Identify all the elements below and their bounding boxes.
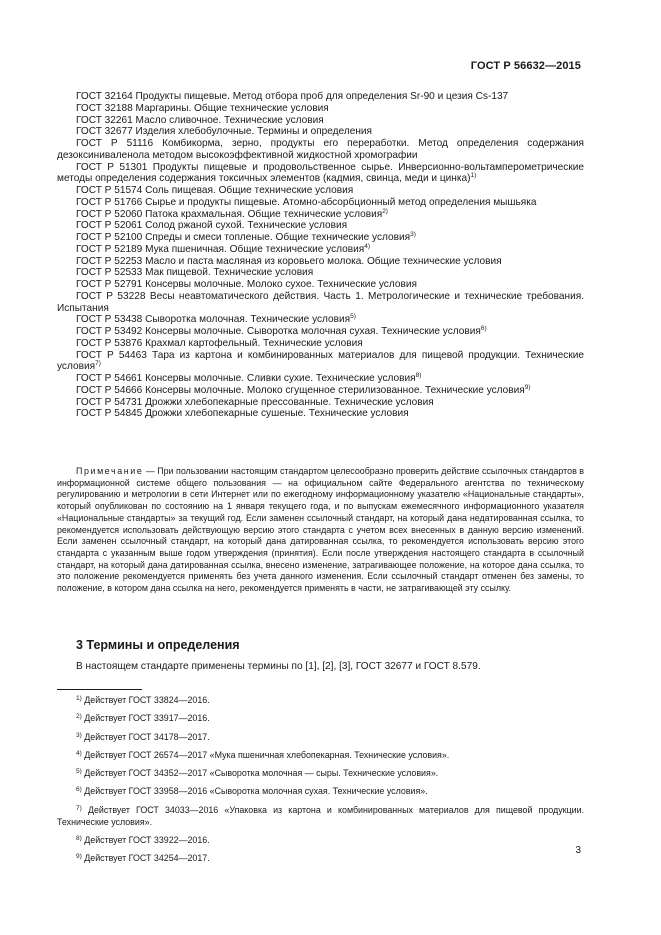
reference-item — [57, 279, 584, 291]
footnote-text: Действует ГОСТ 26574—2017 «Мука пшеничная хлебопекарная. Технические условия». — [84, 749, 450, 760]
reference-text: ГОСТ Р 52060 Патока крахмальная. Общие технические условия — [76, 208, 383, 220]
reference-text: ГОСТ Р 51116 Комбикорма, зерно, продукты его переработки. Метод определения содержания дезоксиниваленола методом высокоэффективной жидкостной хромографии — [57, 138, 584, 161]
reference-text: ГОСТ Р 53876 Крахмал картофельный. Технические условия — [76, 337, 363, 349]
footnote-mark: 8) — [76, 834, 82, 842]
reference-text: ГОСТ Р 54463 Тара из картона и комбинированных материалов для пищевой продукции. Технические условия — [57, 349, 584, 373]
footnote-mark: 9) — [76, 852, 82, 860]
reference-item — [57, 291, 584, 315]
reference-text: ГОСТ Р 53492 Консервы молочные. Сыворотка молочная сухая. Технические условия — [76, 326, 481, 337]
reference-item — [57, 197, 584, 209]
reference-item — [57, 267, 584, 279]
footnote-item — [57, 750, 584, 763]
footnote-text: Действует ГОСТ 33958—2016 «Сыворотка молочная сухая. Технические условия». — [84, 786, 428, 797]
note-paragraph — [57, 466, 584, 595]
reference-text: ГОСТ Р 51766 Сырье и продукты пищевые. Атомно-абсорбционный метод определения мышьяка — [76, 196, 537, 208]
reference-text: ГОСТ Р 52791 Консервы молочные. Молоко сухое. Технические условия — [76, 279, 417, 290]
footnote-item — [57, 853, 584, 866]
reference-item — [57, 256, 584, 268]
footnote-item — [57, 768, 584, 781]
footnote-marker: 4) — [364, 242, 371, 250]
reference-item — [57, 350, 584, 374]
footnote-marker: 2) — [382, 207, 388, 215]
reference-text: ГОСТ 32188 Маргарины. Общие технические условия — [76, 102, 329, 114]
footnote-divider — [57, 689, 142, 690]
footnote-text: Действует ГОСТ 33824—2016. — [84, 695, 210, 705]
footnote-marker: 9) — [524, 383, 531, 391]
footnote-mark: 7) — [76, 804, 82, 812]
reference-text: ГОСТ Р 52061 Солод ржаной сухой. Технические условия — [76, 220, 348, 232]
footnote-text: Действует ГОСТ 34178—2017. — [84, 731, 210, 742]
reference-item — [57, 373, 584, 385]
note-text: — При пользовании настоящим стандартом целесообразно проверить действие ссылочных стандартов в информационной системе общего пользования — на официальном сайте Федерального агентства по техническому регулированию и метрологии в сети Интернет или по ежегодному информационному указателю «Национальные стандарты», который опубликован по состоянию на 1 января текущего года, и по выпускам ежемесячного информационного указателя «Национальные стандарты» за текущий год. Если заменен ссылочный стандарт, на который дана недатированная ссылка, то рекомендуется использовать действующую версию этого стандарта с учетом всех внесенных в данную версию изменений. Если заменен ссылочный стандарт, на который дана датированная ссылка, то рекомендуется использовать версию этого стандарта с указанным выше годом утверждения (принятия). Если после утверждения настоящего стандарта в ссылочный стандарт, на который дана датированная ссылка, внесено изменение, затрагивающее положение, на которое дана ссылка, то это положение рекомендуется применять без учета данного изменения. Если ссылочный стандарт отменен без замены, то положение, в котором дана ссылка на него, рекомендуется применять в части, не затрагивающей эту ссылку. — [57, 466, 584, 594]
reference-item — [57, 397, 584, 409]
footnote-mark: 3) — [76, 731, 82, 739]
footnote-mark: 4) — [76, 749, 82, 757]
reference-text: ГОСТ Р 54661 Консервы молочные. Сливки сухие. Технические условия — [76, 373, 416, 384]
footnote-item — [57, 732, 584, 745]
reference-item — [57, 126, 584, 138]
footnote-mark: 1) — [76, 695, 82, 702]
reference-text: ГОСТ Р 52100 Спреды и смеси топленые. Общие технические условия — [76, 232, 411, 243]
footnote-item — [57, 786, 584, 799]
reference-item — [57, 220, 584, 232]
section-3-title: 3 Термины и определения — [76, 638, 240, 652]
reference-text: ГОСТ 32677 Изделия хлебобулочные. Термины и определения — [76, 126, 373, 138]
page-number: 3 — [575, 845, 581, 856]
reference-text: ГОСТ 32261 Масло сливочное. Технические условия — [76, 114, 324, 126]
footnote-marker: 1) — [470, 172, 477, 180]
footnote-text: Действует ГОСТ 33922—2016. — [84, 834, 210, 845]
reference-text: ГОСТ 32164 Продукты пищевые. Метод отбора проб для определения Sr-90 и цезия Cs-137 — [76, 91, 509, 102]
footnote-text: Действует ГОСТ 34254—2017. — [84, 852, 210, 863]
normative-references-list — [57, 91, 584, 420]
footnote-text: Действует ГОСТ 34352—2017 «Сыворотка молочная — сыры. Технические условия». — [84, 768, 439, 779]
reference-item — [57, 408, 584, 420]
footnote-item — [57, 835, 584, 848]
reference-text: ГОСТ Р 52253 Масло и паста масляная из коровьего молока. Общие технические условия — [76, 255, 502, 267]
reference-item — [57, 326, 584, 338]
footnote-marker: 5) — [350, 313, 356, 321]
footnote-mark: 6) — [76, 786, 82, 794]
reference-text: ГОСТ Р 54845 Дрожжи хлебопекарные сушеные. Технические условия — [76, 408, 409, 420]
reference-item — [57, 209, 584, 221]
document-code-header: ГОСТ Р 56632—2015 — [470, 60, 581, 72]
reference-text: ГОСТ Р 51574 Соль пищевая. Общие технические условия — [76, 185, 354, 196]
reference-item — [57, 244, 584, 256]
reference-text: ГОСТ Р 53228 Весы неавтоматического действия. Часть 1. Метрологические и технические требования. Испытания — [57, 290, 584, 314]
reference-item — [57, 115, 584, 127]
reference-text: ГОСТ Р 52533 Мак пищевой. Технические условия — [76, 267, 314, 279]
footnote-item — [57, 713, 584, 726]
reference-text: ГОСТ Р 52189 Мука пшеничная. Общие технические условия — [76, 243, 365, 255]
footnote-item — [57, 805, 584, 829]
reference-item — [57, 314, 584, 326]
note-label: Примечание — [76, 466, 144, 476]
footnote-marker: 3) — [410, 231, 416, 238]
reference-item — [57, 103, 584, 115]
reference-item — [57, 338, 584, 350]
footnote-marker: 7) — [95, 360, 101, 368]
footnote-mark: 5) — [76, 768, 82, 776]
section-3-text: В настоящем стандарте применены термины по [1], [2], [3], ГОСТ 32677 и ГОСТ 8.579. — [76, 661, 481, 672]
footnote-item — [57, 695, 584, 708]
reference-text: ГОСТ Р 53438 Сыворотка молочная. Технические условия — [76, 314, 351, 326]
footnote-text: Действует ГОСТ 33917—2016. — [84, 713, 210, 724]
footnote-marker: 6) — [480, 325, 487, 332]
reference-text: ГОСТ Р 54731 Дрожжи хлебопекарные прессованные. Технические условия — [76, 396, 434, 408]
footnote-mark: 2) — [76, 713, 82, 721]
reference-item — [57, 385, 584, 397]
reference-item — [57, 185, 584, 197]
reference-item — [57, 138, 584, 162]
reference-item — [57, 162, 584, 186]
reference-item — [57, 232, 584, 244]
footnotes-list — [57, 695, 584, 871]
footnote-text: Действует ГОСТ 34033—2016 «Упаковка из картона и комбинированных материалов для пищевой продукции. Технические условия». — [57, 804, 584, 828]
footnote-marker: 8) — [415, 372, 422, 379]
reference-item — [57, 91, 584, 103]
reference-text: ГОСТ Р 51301 Продукты пищевые и продовольственное сырье. Инверсионно-вольтамперометрические методы определения содержания токсичных элементов (кадмия, свинца, меди и цинка) — [57, 161, 584, 185]
reference-text: ГОСТ Р 54666 Консервы молочные. Молоко сгущенное стерилизованное. Технические условия — [76, 384, 525, 396]
